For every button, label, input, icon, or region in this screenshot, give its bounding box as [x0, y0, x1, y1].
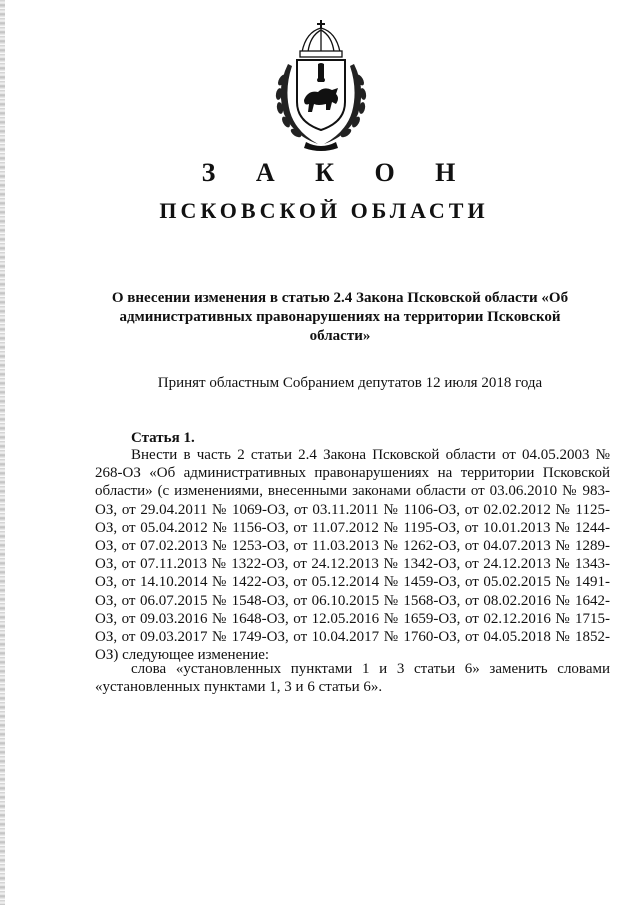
law-subject: О внесении изменения в статью 2.4 Закона Псковской области «Об административных правонарушениях на территории Псковской области»	[111, 290, 569, 344]
document-title: З А К О Н	[201, 158, 473, 187]
coat-of-arms-emblem	[262, 18, 380, 153]
article-heading: Статья 1.	[131, 430, 195, 446]
region-title: ПСКОВСКОЙ ОБЛАСТИ	[159, 198, 489, 223]
article-paragraph-1: Внести в часть 2 статьи 2.4 Закона Псковской области от 04.05.2003 № 268-ОЗ «Об административных правонарушениях на территории Псковской области» (с изменениями, внесенными законами области от 03.06.2010 № 983-ОЗ, от 29.04.2011 № 1069-ОЗ, от 03.11.2011 № 1106-ОЗ, от 02.02.2012 № 1125-ОЗ, от 05.04.2012 № 1156-ОЗ, от 11.07.2012 № 1195-ОЗ, от 10.01.2013 № 1244-ОЗ, от 07.02.2013 № 1253-ОЗ, от 11.03.2013 № 1262-ОЗ, от 04.07.2013 № 1289-ОЗ, от 07.11.2013 № 1322-ОЗ, от 24.12.2013 № 1342-ОЗ, от 24.12.2013 № 1343-ОЗ, от 14.10.2014 № 1422-ОЗ, от 05.12.2014 № 1459-ОЗ, от 05.02.2015 № 1491-ОЗ, от 06.07.2015 № 1548-ОЗ, от 06.10.2015 № 1568-ОЗ, от 08.02.2016 № 1642-ОЗ, от 09.03.2016 № 1648-ОЗ, от 12.05.2016 № 1659-ОЗ, от 02.12.2016 № 1715-ОЗ, от 09.03.2017 № 1749-ОЗ, от 10.04.2017 № 1760-ОЗ, от 04.05.2018 № 1852-ОЗ) следующее изменение:	[95, 447, 610, 664]
scan-edge	[0, 0, 5, 905]
article-paragraph-2: слова «установленных пунктами 1 и 3 статьи 6» заменить словами «установленных пунктами 1, 3 и 6 статьи 6».	[95, 661, 610, 696]
adoption-line: Принят областным Собранием депутатов 12 июля 2018 года	[157, 375, 543, 391]
